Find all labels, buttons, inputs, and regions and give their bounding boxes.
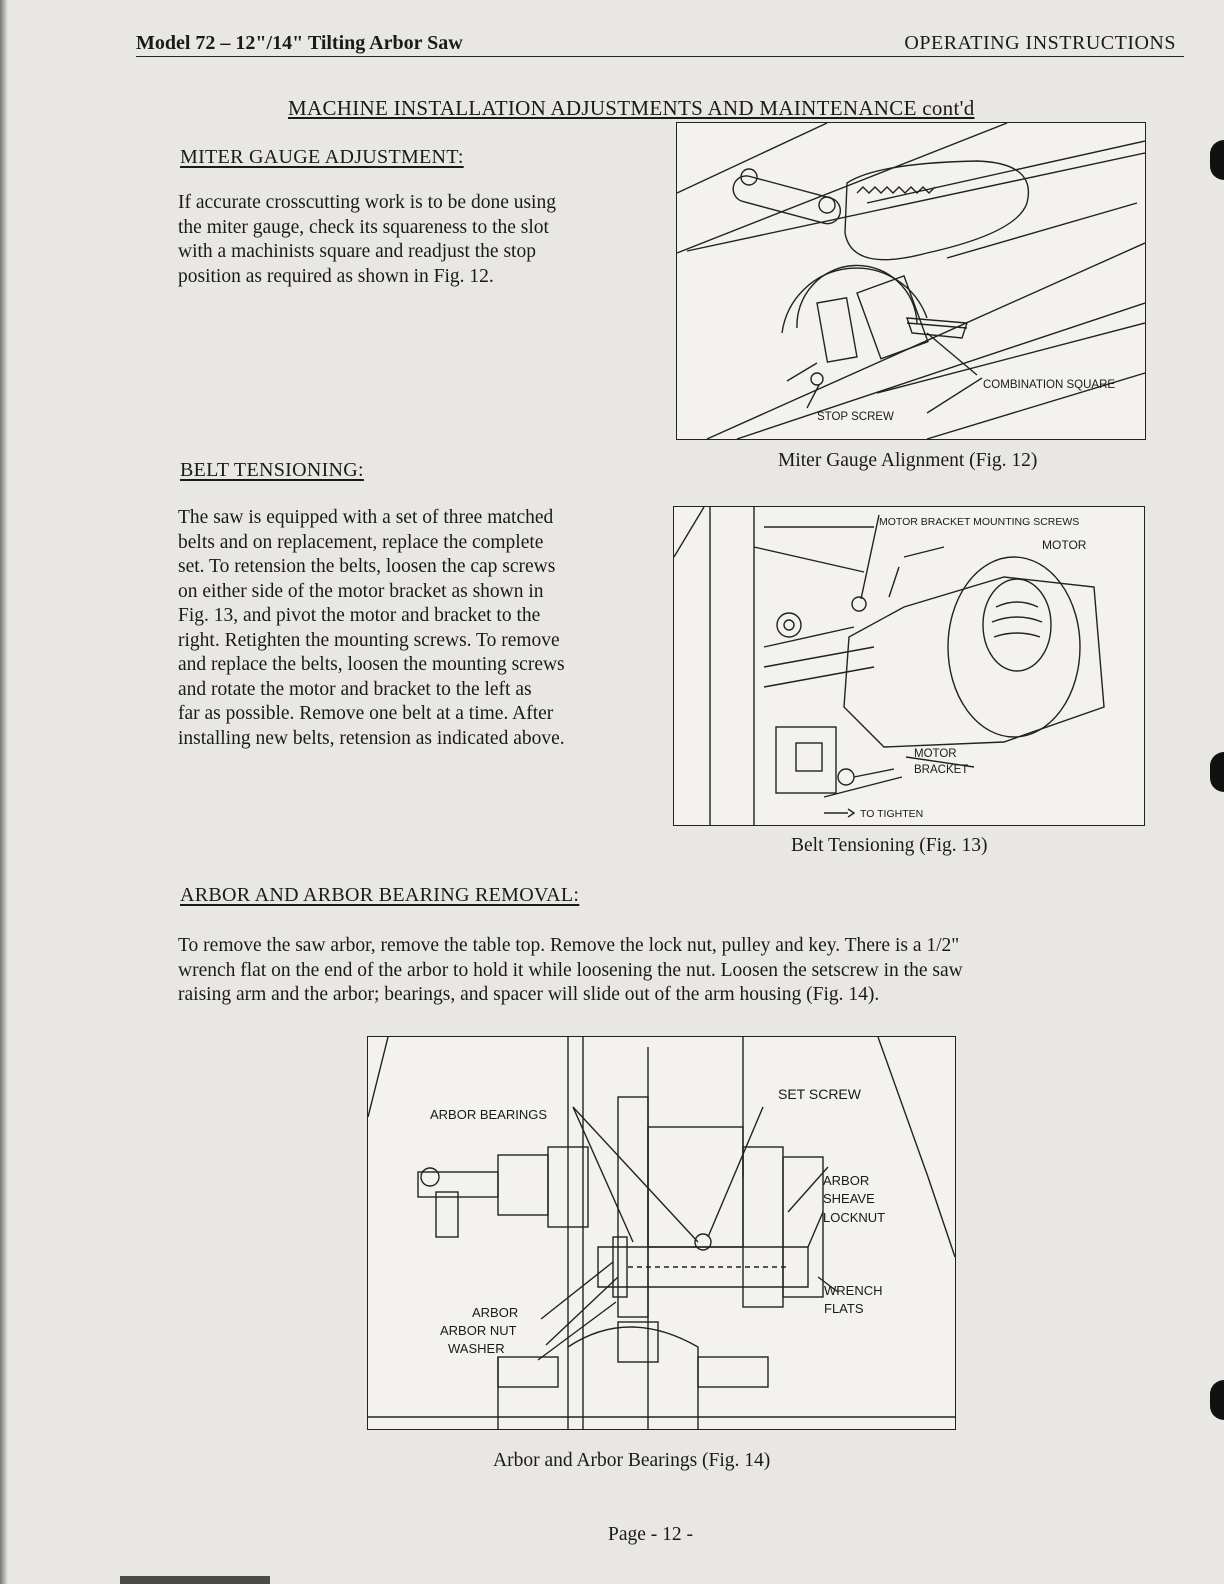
figure-13-caption: Belt Tensioning (Fig. 13) <box>791 835 988 856</box>
label-washer: WASHER <box>448 1341 505 1356</box>
label-arbor-bearings: ARBOR BEARINGS <box>430 1107 548 1122</box>
text-line: and replace the belts, loosen the mounting screws <box>178 654 565 675</box>
label-bracket-line1: MOTOR <box>914 748 957 760</box>
text-line: on either side of the motor bracket as shown in <box>178 580 544 602</box>
text-line: wrench flat on the end of the arbor to hold it while loosening the nut. Loosen the setscrew in the saw <box>178 959 963 981</box>
text-line: and rotate the motor and bracket to the left as <box>178 678 532 700</box>
scan-bottom-mark <box>120 1576 270 1584</box>
belt-tensioning-illustration <box>674 507 1144 825</box>
text-line: installing new belts, retension as indicated above. <box>178 727 565 749</box>
arbor-illustration <box>368 1037 955 1429</box>
punch-hole-top <box>1210 140 1224 180</box>
label-bracket-line2: BRACKET <box>914 764 969 776</box>
label-to-tighten: TO TIGHTEN <box>860 808 924 820</box>
label-wrench-line1: WRENCH <box>824 1283 883 1298</box>
label-sheave-line3: LOCKNUT <box>823 1210 886 1225</box>
text-line: belts and on replacement, replace the complete <box>178 531 544 553</box>
punch-hole-middle <box>1210 752 1224 792</box>
page-number: Page - 12 - <box>608 1524 694 1545</box>
text-line: the miter gauge, check its squareness to the slot <box>178 216 549 238</box>
miter-gauge-paragraph <box>178 191 556 289</box>
label-mount-screws: MOTOR BRACKET MOUNTING SCREWS <box>879 516 1080 528</box>
belt-tensioning-heading: BELT TENSIONING: <box>180 459 364 481</box>
text-line: with a machinists square and readjust the stop <box>178 241 536 262</box>
header-section: OPERATING INSTRUCTIONS <box>904 32 1176 54</box>
text-line: right. Retighten the mounting screws. To remove <box>178 629 560 651</box>
figure-13-belt-tensioning <box>673 506 1145 826</box>
label-sheave-line2: SHEAVE <box>823 1191 875 1206</box>
label-sheave-line1: ARBOR <box>823 1173 870 1188</box>
page-title: MACHINE INSTALLATION ADJUSTMENTS AND MAINTENANCE cont'd <box>288 96 975 120</box>
arbor-removal-paragraph <box>178 934 963 1008</box>
scan-edge-shadow <box>0 0 8 1584</box>
text-line: The saw is equipped with a set of three matched <box>178 507 554 528</box>
text-line: If accurate crosscutting work is to be done using <box>178 192 556 213</box>
label-motor: MOTOR <box>1042 538 1087 552</box>
figure-14-arbor-bearings <box>367 1036 956 1430</box>
label-wrench-line2: FLATS <box>824 1301 864 1316</box>
text-line: To remove the saw arbor, remove the table top. Remove the lock nut, pulley and key. There is a 1/2" <box>178 935 960 956</box>
belt-tensioning-paragraph <box>178 506 565 751</box>
text-line: Fig. 13, and pivot the motor and bracket to the <box>178 605 541 626</box>
text-line: raising arm and the arbor; bearings, and spacer will slide out of the arm housing (Fig. 14). <box>178 984 880 1005</box>
label-combination-square: COMBINATION SQUARE <box>983 379 1116 391</box>
figure-12-caption: Miter Gauge Alignment (Fig. 12) <box>778 450 1038 471</box>
text-line: far as possible. Remove one belt at a time. After <box>178 703 554 724</box>
arbor-removal-heading: ARBOR AND ARBOR BEARING REMOVAL: <box>180 884 580 906</box>
header-model: Model 72 – 12"/14" Tilting Arbor Saw <box>136 32 463 54</box>
figure-12-miter-gauge <box>676 122 1146 440</box>
label-stop-screw: STOP SCREW <box>817 411 894 423</box>
label-arbor-nut: ARBOR NUT <box>440 1323 517 1338</box>
punch-hole-bottom <box>1210 1380 1224 1420</box>
header-rule <box>136 56 1184 57</box>
figure-14-caption: Arbor and Arbor Bearings (Fig. 14) <box>493 1450 771 1471</box>
label-arbor: ARBOR <box>472 1305 519 1320</box>
text-line: position as required as shown in Fig. 12. <box>178 265 494 287</box>
miter-gauge-illustration <box>677 123 1145 439</box>
text-line: set. To retension the belts, loosen the cap screws <box>178 556 556 577</box>
miter-gauge-heading: MITER GAUGE ADJUSTMENT: <box>180 146 464 168</box>
label-set-screw: SET SCREW <box>778 1086 861 1102</box>
